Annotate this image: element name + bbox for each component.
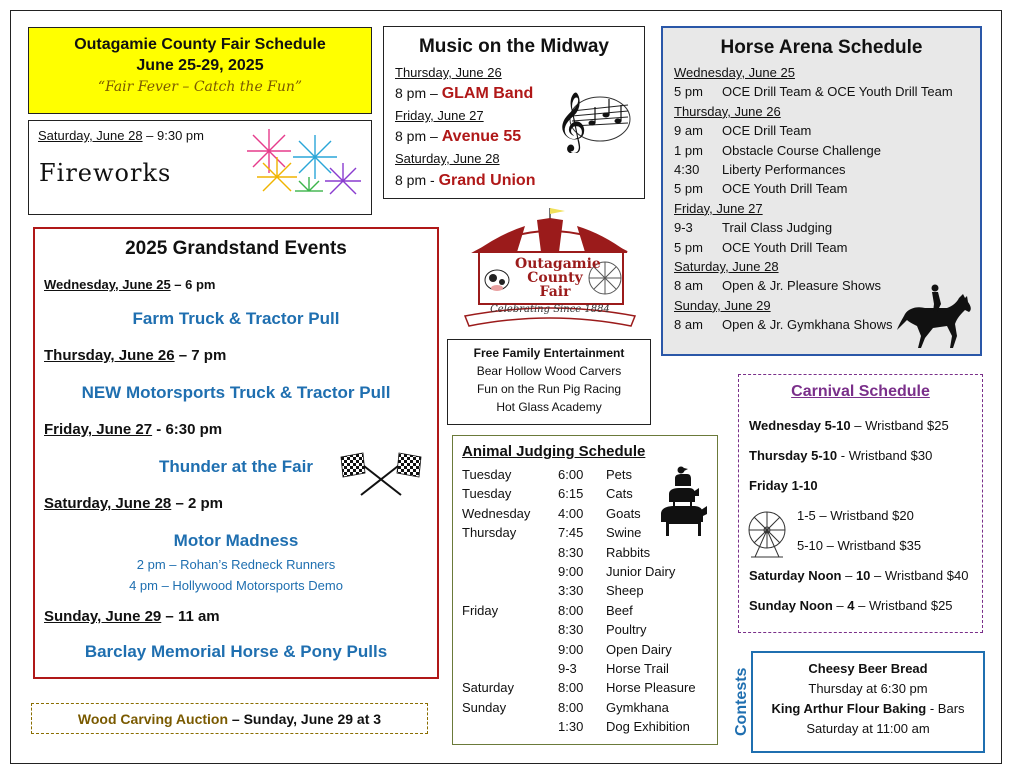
horse-arena-title: Horse Arena Schedule bbox=[720, 37, 923, 58]
horse-arena-time: 5 pm bbox=[674, 239, 703, 255]
logo-line: Fair bbox=[539, 284, 571, 300]
horse-arena-event-name: OCE Youth Drill Team bbox=[722, 239, 848, 255]
contest-name: King Arthur Flour Baking bbox=[771, 701, 927, 716]
horse-arena-event bbox=[674, 317, 893, 332]
animal-judging-event: Junior Dairy bbox=[606, 564, 676, 579]
grandstand-event: Farm Truck & Tractor Pull bbox=[132, 309, 340, 328]
wood-carving-title: Wood Carving Auction bbox=[77, 711, 229, 727]
carnival-price: 5-10 – Wristband $35 bbox=[797, 538, 922, 553]
horse-arena-time: 5 pm bbox=[674, 84, 703, 100]
grandstand-box bbox=[33, 227, 439, 679]
free-entertainment-item: Bear Hollow Wood Carvers bbox=[476, 364, 622, 378]
animal-judging-event: Dog Exhibition bbox=[606, 719, 690, 735]
carnival-end-hour: 10 bbox=[855, 568, 871, 583]
logo-text bbox=[515, 256, 601, 300]
horse-arena-event-name: Liberty Performances bbox=[722, 162, 846, 177]
carnival-day: Sunday Noon bbox=[749, 598, 833, 613]
grandstand-date-day: Saturday, June 28 bbox=[44, 495, 172, 512]
animal-judging-time: 8:30 bbox=[558, 544, 584, 560]
animal-judging-event: Swine bbox=[606, 525, 642, 541]
horse-arena-event-name: Open & Jr. Gymkhana Shows bbox=[722, 317, 893, 333]
animal-judging-day: Wednesday bbox=[462, 505, 531, 521]
animal-judging-event: Gymkhana bbox=[606, 699, 669, 715]
horse-arena-event-name: OCE Drill Team & OCE Youth Drill Team bbox=[722, 84, 953, 100]
grandstand-title: 2025 Grandstand Events bbox=[125, 238, 347, 259]
contest-category: - Bars bbox=[926, 701, 965, 716]
animal-judging-time: 8:00 bbox=[558, 680, 584, 696]
fireworks-day: Saturday, June 28 bbox=[38, 128, 143, 143]
carnival-row bbox=[749, 448, 932, 463]
music-act-time: 8 pm – bbox=[395, 85, 442, 101]
fair-title: Outagamie County Fair Schedule bbox=[74, 36, 326, 53]
animal-judging-time: 9-3 bbox=[558, 661, 577, 676]
animal-judging-time: 8:00 bbox=[558, 699, 584, 715]
fair-tagline: “Fair Fever – Catch the Fun” bbox=[97, 79, 303, 95]
contest-time: Thursday at 6:30 pm bbox=[808, 681, 928, 696]
fireworks-box bbox=[28, 120, 372, 215]
horse-arena-day: Sunday, June 29 bbox=[674, 297, 771, 313]
grandstand-date-day: Thursday, June 26 bbox=[44, 347, 175, 364]
grandstand-date-day: Wednesday, June 25 bbox=[44, 277, 171, 292]
grandstand-date-time: – 6 pm bbox=[170, 277, 216, 292]
carnival-row bbox=[797, 538, 921, 553]
fair-header bbox=[28, 27, 372, 114]
free-entertainment-item: Fun on the Run Pig Racing bbox=[476, 382, 622, 396]
animal-judging-event: Cats bbox=[606, 486, 633, 502]
carnival-row bbox=[749, 598, 953, 613]
grandstand-sub-event: 4 pm – Hollywood Motorsports Demo bbox=[129, 578, 343, 593]
horse-arena-event bbox=[674, 162, 846, 177]
animal-judging-event: Pets bbox=[606, 467, 633, 482]
horse-arena-day: Saturday, June 28 bbox=[674, 259, 779, 274]
animal-stack-icon bbox=[657, 466, 707, 538]
music-act-name: Avenue 55 bbox=[441, 128, 522, 145]
grandstand-date-time: - 6:30 pm bbox=[152, 421, 223, 438]
horse-arena-event-name: Trail Class Judging bbox=[722, 220, 833, 236]
music-act bbox=[395, 128, 521, 146]
animal-judging-event: Poultry bbox=[606, 622, 647, 638]
wood-carving-time: – Sunday, June 29 at 3 bbox=[228, 711, 382, 727]
animal-judging-time: 6:00 bbox=[558, 467, 584, 482]
carnival-row bbox=[797, 508, 914, 523]
animal-judging-time: 8:00 bbox=[558, 602, 584, 618]
animal-judging-day: Friday bbox=[462, 602, 499, 618]
grandstand-event: NEW Motorsports Truck & Tractor Pull bbox=[81, 383, 391, 402]
horse-arena-time: 9 am bbox=[674, 123, 703, 139]
carnival-title: Carnival Schedule bbox=[791, 383, 930, 400]
horse-arena-event-name: OCE Youth Drill Team bbox=[722, 181, 848, 197]
carnival-day: Friday 1-10 bbox=[749, 478, 818, 493]
horse-arena-event bbox=[674, 240, 848, 255]
music-title: Music on the Midway bbox=[418, 36, 610, 57]
grandstand-date-day: Sunday, June 29 bbox=[44, 608, 162, 625]
grandstand-date bbox=[44, 347, 226, 364]
animal-judging-box bbox=[452, 435, 718, 745]
animal-judging-time: 7:45 bbox=[558, 525, 584, 541]
horse-arena-day: Friday, June 27 bbox=[674, 200, 763, 216]
animal-judging-time: 1:30 bbox=[558, 719, 584, 735]
grandstand-date-time: – 11 am bbox=[161, 608, 220, 625]
horse-arena-event-name: OCE Drill Team bbox=[722, 123, 812, 139]
wood-carving-text bbox=[32, 711, 427, 727]
fireworks-icon bbox=[229, 125, 369, 211]
horse-arena-event bbox=[674, 143, 881, 158]
horse-arena-event bbox=[674, 278, 881, 293]
contest-name: Cheesy Beer Bread bbox=[808, 661, 928, 676]
carnival-day: Saturday Noon bbox=[749, 568, 842, 583]
music-act-name: GLAM Band bbox=[441, 85, 534, 102]
horse-arena-event bbox=[674, 181, 848, 196]
animal-judging-time: 9:00 bbox=[558, 641, 584, 657]
animal-judging-time: 3:30 bbox=[558, 583, 584, 599]
carnival-price: - Wristband $30 bbox=[837, 448, 933, 463]
animal-judging-time: 9:00 bbox=[558, 564, 584, 579]
grandstand-date bbox=[44, 277, 215, 292]
animal-judging-event: Goats bbox=[606, 505, 641, 521]
fireworks-date bbox=[38, 128, 204, 143]
animal-judging-event: Sheep bbox=[606, 583, 644, 599]
music-notes-icon bbox=[554, 83, 634, 153]
music-day: Saturday, June 28 bbox=[395, 151, 500, 166]
carnival-box bbox=[738, 374, 983, 633]
horse-arena-time: 1 pm bbox=[674, 142, 703, 158]
contest-name-row bbox=[753, 701, 983, 716]
grandstand-event: Motor Madness bbox=[173, 531, 299, 550]
horse-rider-icon bbox=[895, 284, 975, 350]
animal-judging-day: Thursday bbox=[462, 525, 517, 541]
carnival-day: Thursday 5-10 bbox=[749, 448, 838, 463]
grandstand-date bbox=[44, 495, 223, 512]
contests-box bbox=[751, 651, 985, 753]
music-day: Thursday, June 26 bbox=[395, 65, 502, 80]
grandstand-date-time: – 2 pm bbox=[171, 495, 223, 512]
animal-judging-title: Animal Judging Schedule bbox=[462, 443, 646, 460]
carnival-dash: – bbox=[832, 598, 848, 613]
music-box bbox=[383, 26, 645, 199]
grandstand-event: Barclay Memorial Horse & Pony Pulls bbox=[84, 642, 388, 661]
grandstand-date bbox=[44, 608, 220, 625]
carnival-price: – Wristband $25 bbox=[850, 418, 949, 433]
horse-arena-time: 4:30 bbox=[674, 162, 700, 177]
horse-arena-time: 8 am bbox=[674, 317, 703, 333]
checkered-flags-icon bbox=[335, 451, 427, 497]
animal-judging-day: Tuesday bbox=[462, 467, 512, 482]
horse-arena-event-name: Open & Jr. Pleasure Shows bbox=[722, 278, 881, 294]
music-act-time: 8 pm – bbox=[395, 128, 442, 144]
contest-time: Saturday at 11:00 am bbox=[806, 721, 930, 736]
logo-banner: Celebrating Since 1884 bbox=[490, 304, 610, 315]
svg-text:𝄞: 𝄞 bbox=[556, 92, 587, 152]
free-entertainment-box bbox=[447, 339, 651, 425]
grandstand-date-time: – 7 pm bbox=[174, 347, 227, 364]
horse-arena-day: Thursday, June 26 bbox=[674, 103, 781, 119]
carnival-price: – Wristband $40 bbox=[870, 568, 969, 583]
grandstand-date bbox=[44, 421, 222, 438]
fireworks-title: Fireworks bbox=[39, 159, 172, 187]
horse-arena-event bbox=[674, 123, 811, 138]
horse-arena-event bbox=[674, 84, 953, 99]
horse-arena-box bbox=[661, 26, 982, 356]
animal-judging-event: Rabbits bbox=[606, 544, 651, 560]
carnival-end-hour: 4 bbox=[847, 598, 855, 613]
horse-arena-event bbox=[674, 220, 832, 235]
carnival-price: – Wristband $25 bbox=[854, 598, 953, 613]
animal-judging-event: Horse Trail bbox=[606, 661, 669, 676]
carnival-row bbox=[749, 478, 818, 493]
logo-line: Outagamie bbox=[515, 256, 601, 272]
fireworks-time: – 9:30 pm bbox=[142, 128, 204, 143]
fair-logo bbox=[455, 204, 645, 334]
animal-judging-time: 8:30 bbox=[558, 622, 584, 638]
horse-arena-time: 5 pm bbox=[674, 181, 703, 197]
music-act bbox=[395, 85, 533, 103]
animal-judging-day: Saturday bbox=[462, 680, 515, 696]
carnival-dash: – bbox=[841, 568, 856, 583]
free-entertainment-item: Hot Glass Academy bbox=[496, 400, 602, 414]
logo-line: County bbox=[527, 270, 583, 286]
grandstand-event: Thunder at the Fair bbox=[159, 457, 313, 476]
carnival-row bbox=[749, 418, 949, 433]
animal-judging-event: Beef bbox=[606, 602, 633, 618]
music-day: Friday, June 27 bbox=[395, 108, 484, 123]
carnival-day: Wednesday 5-10 bbox=[749, 418, 851, 433]
contests-label-text: Contests bbox=[733, 667, 750, 736]
free-entertainment-title: Free Family Entertainment bbox=[473, 346, 625, 360]
grandstand-sub-event: 2 pm – Rohan’s Redneck Runners bbox=[136, 557, 336, 572]
animal-judging-event: Horse Pleasure bbox=[606, 680, 696, 696]
fair-dates: June 25-29, 2025 bbox=[136, 57, 264, 74]
carnival-row bbox=[749, 568, 968, 583]
music-act-time: 8 pm - bbox=[395, 172, 439, 188]
animal-judging-time: 6:15 bbox=[558, 486, 584, 502]
animal-judging-time: 4:00 bbox=[558, 505, 584, 521]
music-act bbox=[395, 172, 535, 190]
animal-judging-event: Open Dairy bbox=[606, 641, 672, 657]
horse-arena-event-name: Obstacle Course Challenge bbox=[722, 142, 881, 158]
grandstand-date-day: Friday, June 27 bbox=[44, 421, 153, 438]
horse-arena-time: 8 am bbox=[674, 278, 703, 294]
horse-arena-day: Wednesday, June 25 bbox=[674, 65, 795, 80]
animal-judging-day: Sunday bbox=[462, 699, 507, 715]
ferris-wheel-icon bbox=[745, 509, 789, 559]
animal-judging-day: Tuesday bbox=[462, 486, 512, 502]
music-act-name: Grand Union bbox=[438, 172, 536, 189]
carnival-price: 1-5 – Wristband $20 bbox=[797, 508, 914, 523]
horse-arena-time: 9-3 bbox=[674, 220, 693, 236]
wood-carving-box bbox=[31, 703, 428, 734]
